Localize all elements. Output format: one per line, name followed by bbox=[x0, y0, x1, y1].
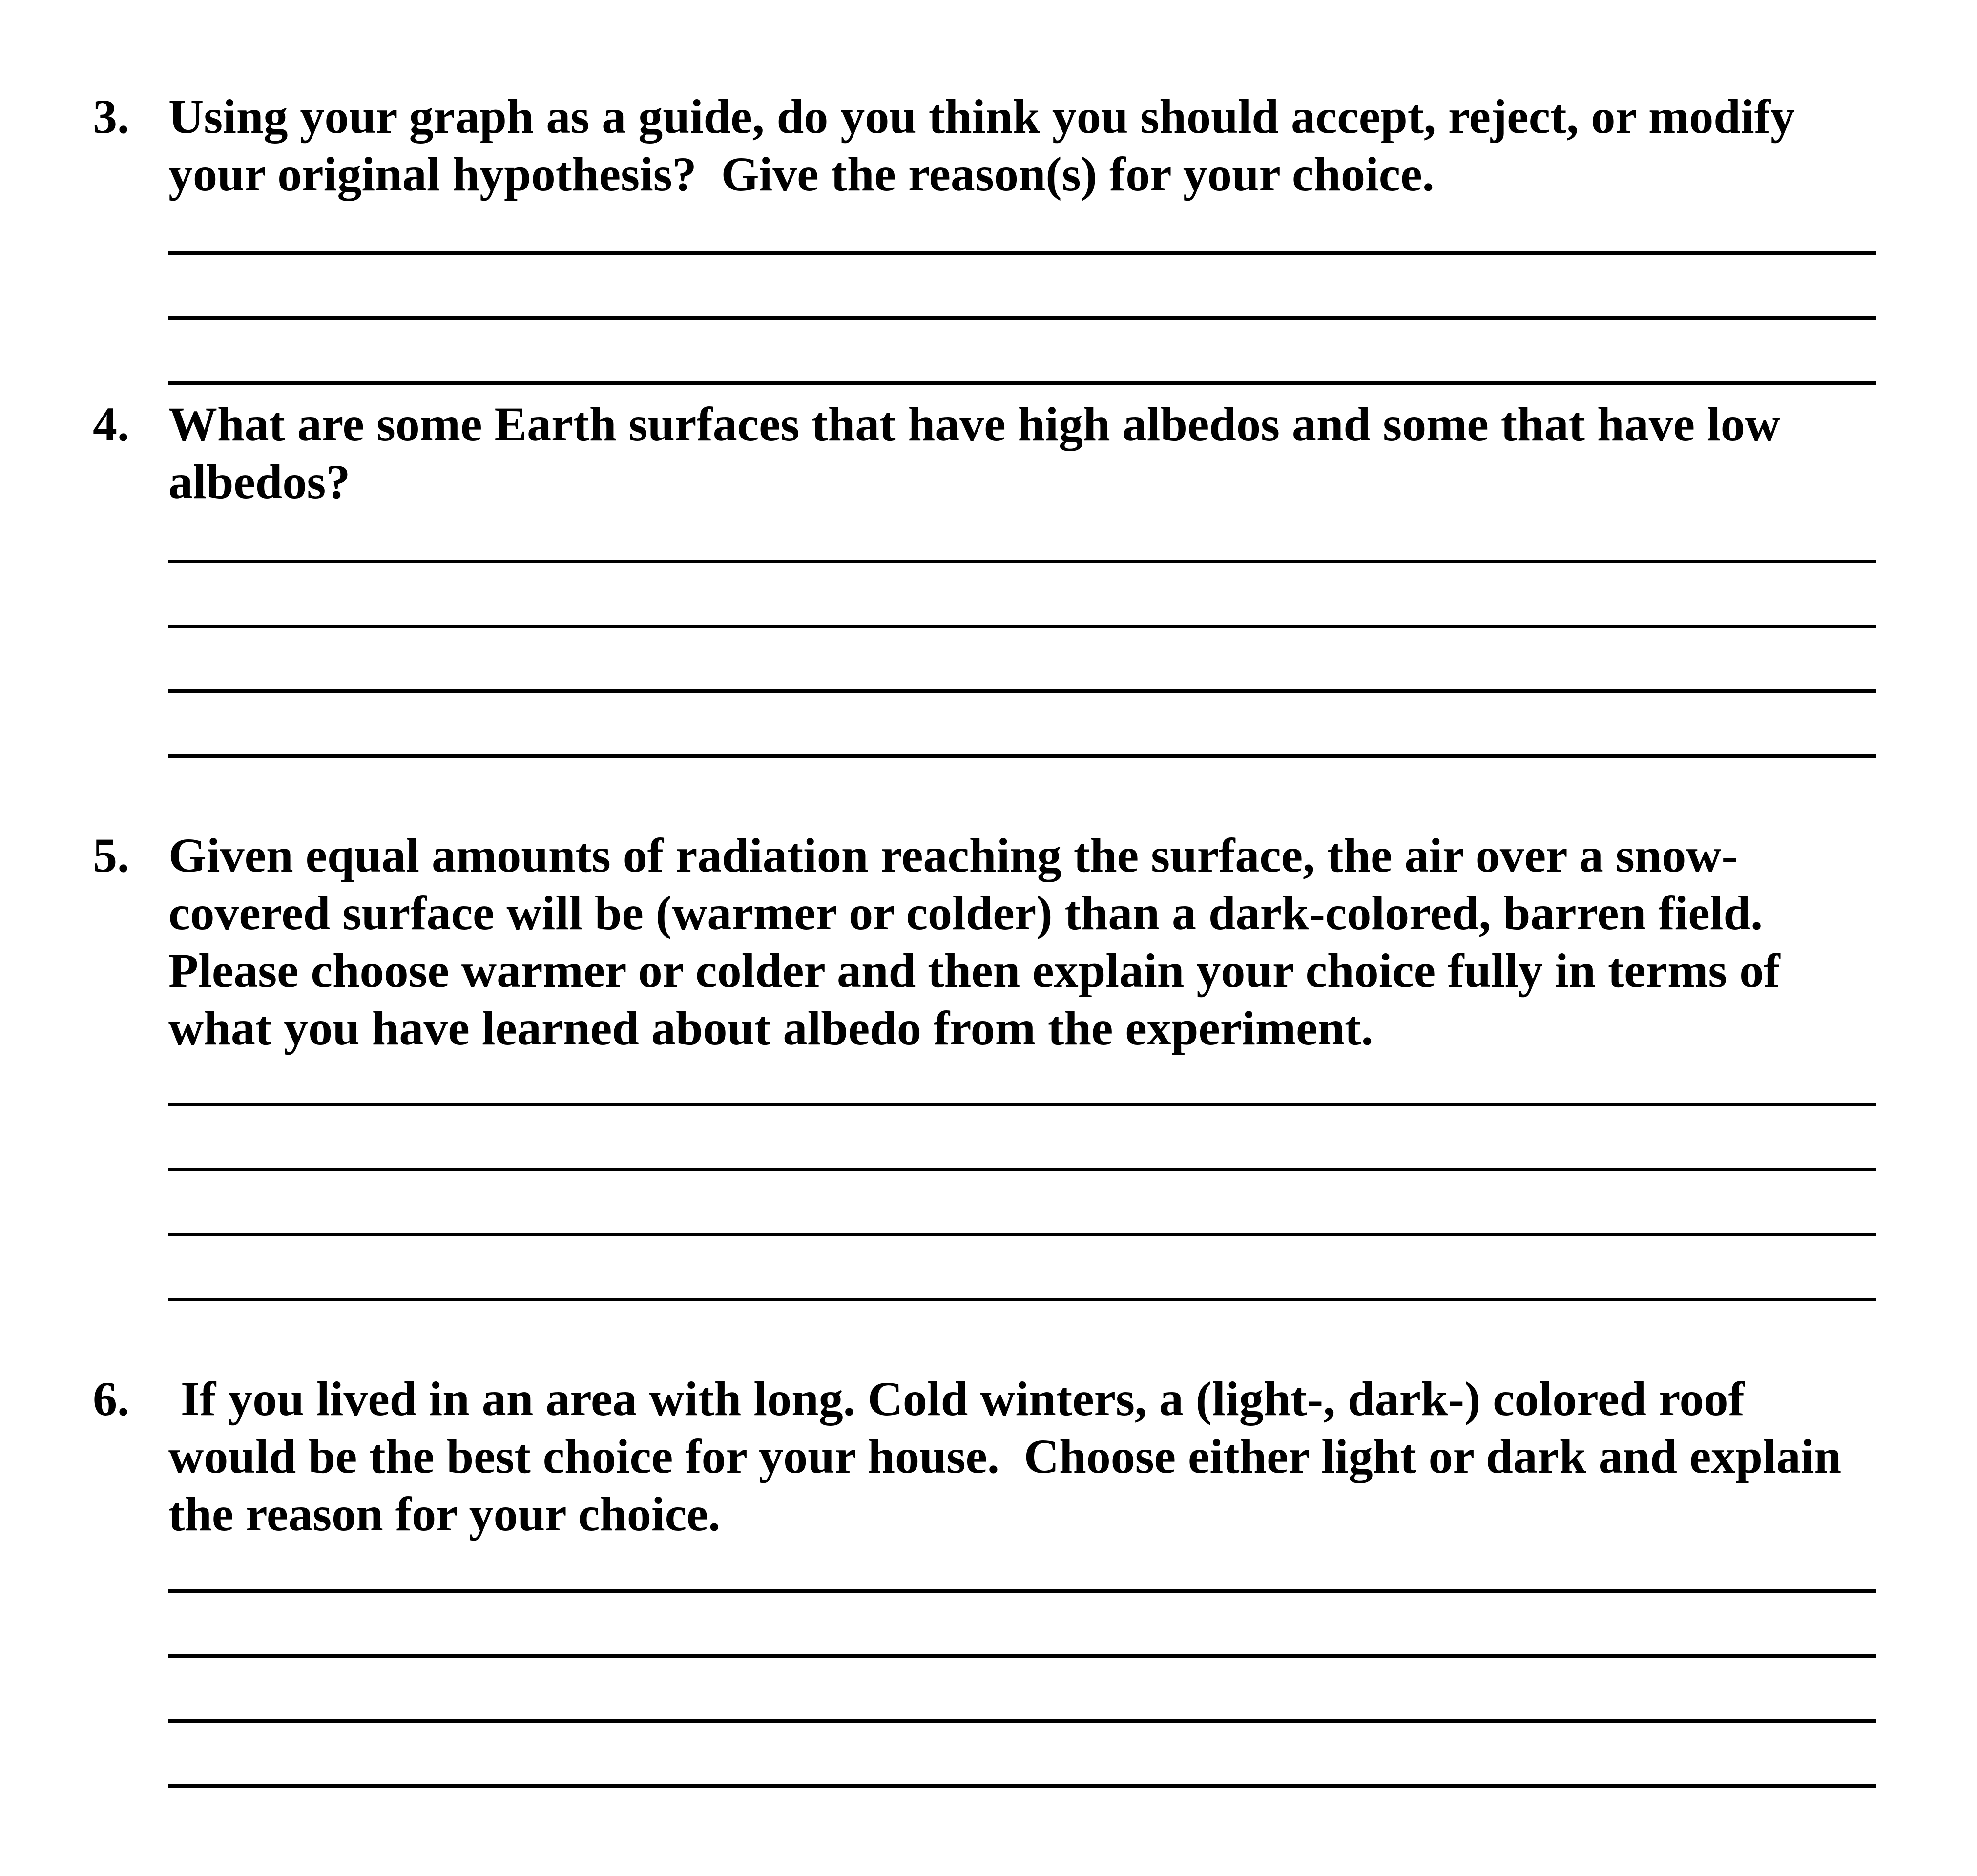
answer-line[interactable] bbox=[168, 381, 1876, 385]
question-line: the reason for your choice. bbox=[168, 1487, 721, 1541]
question-text bbox=[168, 396, 1892, 511]
question-line: Given equal amounts of radiation reaching the surface, the air over a snow- bbox=[168, 828, 1738, 882]
question-number: 3. bbox=[93, 89, 129, 144]
question-line: What are some Earth surfaces that have high albedos and some that have low bbox=[168, 397, 1780, 451]
answer-line[interactable] bbox=[168, 754, 1876, 758]
answer-line[interactable] bbox=[168, 1298, 1876, 1301]
answer-line[interactable] bbox=[168, 1719, 1876, 1723]
question-text bbox=[168, 827, 1892, 1057]
question-line: covered surface will be (warmer or colder) than a dark-colored, barren field. bbox=[168, 886, 1763, 940]
answer-line[interactable] bbox=[168, 1233, 1876, 1236]
answer-line[interactable] bbox=[168, 689, 1876, 693]
question-line: what you have learned about albedo from the experiment. bbox=[168, 1001, 1373, 1055]
answer-line[interactable] bbox=[168, 1589, 1876, 1593]
answer-line[interactable] bbox=[168, 1168, 1876, 1171]
answer-line[interactable] bbox=[168, 560, 1876, 563]
question-number: 4. bbox=[93, 397, 129, 451]
question-text bbox=[168, 1370, 1892, 1543]
answer-line[interactable] bbox=[168, 251, 1876, 255]
answer-line[interactable] bbox=[168, 1103, 1876, 1106]
question-number: 5. bbox=[93, 828, 129, 882]
answer-line[interactable] bbox=[168, 1784, 1876, 1788]
question-line: If you lived in an area with long. Cold winters, a (light-, dark-) colored roof bbox=[168, 1372, 1745, 1426]
question-line: Using your graph as a guide, do you think you should accept, reject, or modify bbox=[168, 89, 1795, 144]
question-line: albedos? bbox=[168, 455, 351, 509]
question-line: Please choose warmer or colder and then explain your choice fully in terms of bbox=[168, 943, 1780, 998]
question-number: 6. bbox=[93, 1372, 129, 1426]
answer-line[interactable] bbox=[168, 625, 1876, 628]
question-text bbox=[168, 88, 1892, 203]
answer-line[interactable] bbox=[168, 316, 1876, 320]
question-line: would be the best choice for your house. Choose either light or dark and explain bbox=[168, 1429, 1842, 1483]
question-line: your original hypothesis? Give the reason(s) for your choice. bbox=[168, 147, 1435, 201]
answer-line[interactable] bbox=[168, 1654, 1876, 1658]
